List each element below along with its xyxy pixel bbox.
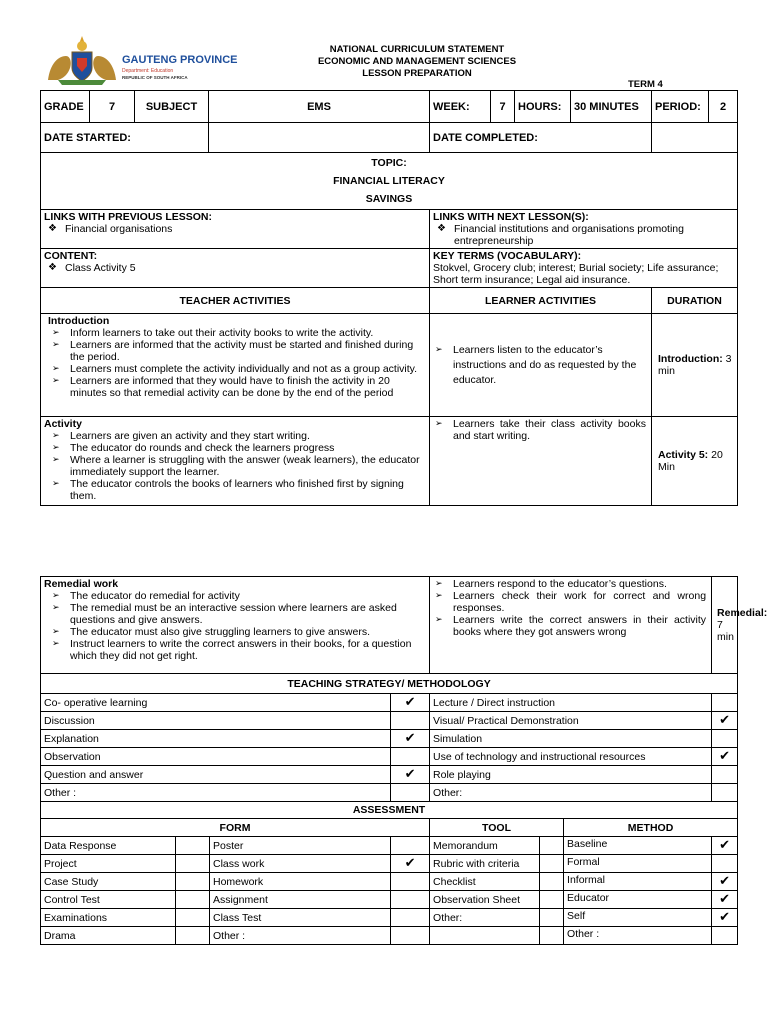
strategy-left-check[interactable]: ✔ — [391, 730, 430, 748]
assessment-tool-item: Checklist — [430, 873, 540, 891]
assessment-method-check[interactable]: ✔ — [712, 891, 738, 909]
topic-cell — [41, 153, 738, 210]
strategy-left-label: Observation — [41, 748, 391, 766]
introduction-duration-label: Introduction: — [658, 353, 723, 365]
grade-label: GRADE — [41, 91, 90, 123]
links-previous-label: LINKS WITH PREVIOUS LESSON: — [44, 211, 213, 223]
logo-subtitle-department: Department: Education — [122, 68, 174, 74]
links-previous-list — [44, 223, 426, 235]
period-value: 2 — [709, 91, 738, 123]
list-item: ➢ Learners are given an activity and they start writing. — [52, 430, 426, 442]
list-item: ➢ Instruct learners to write the correct answers in their books, for a question which they did not get right. — [52, 638, 426, 662]
assessment-row — [41, 855, 738, 873]
strategy-title: TEACHING STRATEGY/ METHODOLOGY — [41, 674, 738, 694]
assessment-form-check[interactable]: ✔ — [391, 855, 430, 873]
assessment-form-check[interactable] — [391, 927, 430, 945]
list-item: ➢ Learners are informed that they would have to finish the activity in 20 minutes so that remedial activity can be done by the end of the period — [52, 375, 426, 399]
content-list — [44, 262, 426, 274]
topic-line1: FINANCIAL LITERACY — [333, 175, 445, 187]
strategy-right-check[interactable]: ✔ — [712, 712, 738, 730]
content-cell — [41, 249, 430, 288]
assessment-form-item: Data Response — [41, 837, 176, 855]
remedial-duration-label: Remedial: — [717, 607, 768, 619]
assessment-rows — [41, 837, 738, 945]
strategy-right-check[interactable] — [712, 694, 738, 712]
assessment-form-header: FORM — [41, 819, 430, 837]
strategy-left-label: Explanation — [41, 730, 391, 748]
assessment-tool-item — [430, 927, 540, 945]
assessment-method-item: Baseline — [564, 837, 712, 855]
strategy-left-label: Discussion — [41, 712, 391, 730]
strategy-right-check[interactable]: ✔ — [712, 748, 738, 766]
lesson-plan-table — [40, 90, 738, 506]
assessment-form-check[interactable] — [391, 837, 430, 855]
assessment-form-check[interactable] — [176, 873, 210, 891]
topic-label: TOPIC: — [371, 157, 407, 169]
week-label: WEEK: — [430, 91, 491, 123]
assessment-form-check[interactable] — [391, 873, 430, 891]
strategy-right-check[interactable] — [712, 766, 738, 784]
remedial-learner-list — [433, 578, 708, 638]
assessment-method-item: Informal — [564, 873, 712, 891]
strategy-left-label: Question and answer — [41, 766, 391, 784]
assessment-method-check[interactable]: ✔ — [712, 909, 738, 927]
strategy-right-label: Simulation — [430, 730, 712, 748]
assessment-form-check[interactable] — [176, 909, 210, 927]
list-item: ❖ Class Activity 5 — [48, 262, 426, 274]
date-started-label: DATE STARTED: — [41, 123, 209, 153]
strategy-left-check[interactable] — [391, 712, 430, 730]
assessment-method-item: Other : — [564, 927, 712, 945]
assessment-row — [41, 891, 738, 909]
assessment-form-item: Homework — [210, 873, 391, 891]
duration-header: DURATION — [652, 288, 738, 314]
assessment-tool-check[interactable] — [540, 927, 564, 945]
list-item: ➢ The educator controls the books of learners who finished first by signing them. — [52, 478, 426, 502]
assessment-method-check[interactable] — [712, 855, 738, 873]
assessment-row — [41, 873, 738, 891]
assessment-method-check[interactable]: ✔ — [712, 873, 738, 891]
strategy-rows — [41, 694, 738, 802]
assessment-form-item: Drama — [41, 927, 176, 945]
assessment-tool-check[interactable] — [540, 837, 564, 855]
links-next-list — [433, 223, 734, 247]
strategy-left-check[interactable] — [391, 784, 430, 802]
strategy-left-label: Other : — [41, 784, 391, 802]
activity-duration-label: Activity 5: — [658, 449, 709, 461]
assessment-method-item: Self — [564, 909, 712, 927]
remedial-duration-value: 7 min — [717, 619, 734, 643]
activity-teacher-cell — [41, 417, 430, 506]
list-item: ➢ The remedial must be an interactive session where learners are asked questions and give answers. — [52, 602, 426, 626]
list-item: ➢ Learners are informed that the activity must be started and finished during the period. — [52, 339, 426, 363]
strategy-left-check[interactable]: ✔ — [391, 694, 430, 712]
logo-subtitle-country: REPUBLIC OF SOUTH AFRICA — [122, 75, 188, 80]
activity-teacher-list — [44, 430, 426, 502]
strategy-left-label: Co- operative learning — [41, 694, 391, 712]
assessment-method-header: METHOD — [564, 819, 738, 837]
strategy-right-label: Use of technology and instructional resources — [430, 748, 712, 766]
assessment-row — [41, 909, 738, 927]
assessment-row — [41, 927, 738, 945]
assessment-form-check[interactable] — [391, 891, 430, 909]
strategy-right-label: Role playing — [430, 766, 712, 784]
list-item: ➢ Learners take their class activity books and start writing. — [435, 418, 646, 442]
assessment-tool-item: Other: — [430, 909, 540, 927]
assessment-form-check[interactable] — [176, 927, 210, 945]
assessment-title: ASSESSMENT — [41, 802, 738, 819]
subject-label: SUBJECT — [135, 91, 209, 123]
list-item: ➢ The educator must also give struggling learners to give answers. — [52, 626, 426, 638]
strategy-row — [41, 748, 738, 766]
teacher-activities-header: TEACHER ACTIVITIES — [41, 288, 430, 314]
grade-value: 7 — [90, 91, 135, 123]
assessment-tool-check[interactable] — [540, 891, 564, 909]
gauteng-logo — [44, 34, 244, 88]
assessment-method-item: Educator — [564, 891, 712, 909]
assessment-form-check[interactable] — [176, 837, 210, 855]
hours-value: 30 MINUTES — [571, 91, 652, 123]
assessment-tool-item: Observation Sheet — [430, 891, 540, 909]
strategy-left-check[interactable] — [391, 748, 430, 766]
hours-label: HOURS: — [515, 91, 571, 123]
assessment-row — [41, 837, 738, 855]
assessment-tool-item: Memorandum — [430, 837, 540, 855]
introduction-duration-cell — [652, 314, 738, 417]
activity-duration-cell — [652, 417, 738, 506]
list-item: ➢ Learners respond to the educator’s questions. — [435, 578, 706, 590]
introduction-teacher-list — [44, 327, 426, 399]
topic-line2: SAVINGS — [365, 193, 413, 205]
activity-learner-list — [433, 418, 648, 442]
key-terms-value: Stokvel, Grocery club; interest; Burial society; Life assurance; Short term insurance; Legal aid insurance. — [433, 262, 719, 286]
assessment-method-check[interactable] — [712, 927, 738, 945]
doc-title-line1: NATIONAL CURRICULUM STATEMENT — [329, 44, 505, 55]
list-item: ➢ Learners listen to the educator’s instructions and do as requested by the educator. — [435, 343, 648, 388]
introduction-teacher-cell — [41, 314, 430, 417]
week-value: 7 — [491, 91, 515, 123]
strategy-right-label: Other: — [430, 784, 712, 802]
strategy-row — [41, 730, 738, 748]
introduction-duration-value: 3 min — [658, 353, 732, 377]
activity-title: Activity — [44, 418, 82, 430]
period-label: PERIOD: — [652, 91, 709, 123]
doc-title-line2: ECONOMIC AND MANAGEMENT SCIENCES — [317, 56, 517, 67]
remedial-title: Remedial work — [44, 578, 119, 590]
list-item: ➢ The educator do remedial for activity — [52, 590, 426, 602]
strategy-row — [41, 766, 738, 784]
links-next-cell — [430, 210, 738, 249]
term-label: TERM 4 — [628, 79, 663, 90]
list-item: ➢ The educator do rounds and check the learners progress — [52, 442, 426, 454]
links-previous-cell — [41, 210, 430, 249]
date-completed-value — [652, 123, 738, 153]
strategy-left-check[interactable]: ✔ — [391, 766, 430, 784]
assessment-form-item: Poster — [210, 837, 391, 855]
learner-activities-header: LEARNER ACTIVITIES — [430, 288, 652, 314]
list-item: ❖ Financial organisations — [48, 223, 426, 235]
assessment-form-check[interactable] — [176, 855, 210, 873]
assessment-tool-item: Rubric with criteria — [430, 855, 540, 873]
assessment-method-item: Formal — [564, 855, 712, 873]
assessment-form-item: Other : — [210, 927, 391, 945]
list-item: ➢ Where a learner is struggling with the answer (weak learners), the educator immediately support the learner. — [52, 454, 426, 478]
strategy-right-check[interactable] — [712, 784, 738, 802]
assessment-form-check[interactable] — [391, 909, 430, 927]
assessment-tool-header: TOOL — [430, 819, 564, 837]
assessment-form-item: Class work — [210, 855, 391, 873]
introduction-title: Introduction — [48, 315, 110, 327]
list-item: ➢ Learners check their work for correct and wrong responses. — [435, 590, 706, 614]
remedial-learner-cell — [430, 577, 712, 674]
activity-duration-value: 20 Min — [658, 449, 723, 473]
introduction-learner-list — [433, 343, 648, 388]
assessment-form-item: Assignment — [210, 891, 391, 909]
doc-title-line3: LESSON PREPARATION — [362, 68, 472, 79]
strategy-row — [41, 784, 738, 802]
key-terms-cell — [430, 249, 738, 288]
logo-text: GAUTENG PROVINCE — [122, 54, 238, 66]
subject-value: EMS — [209, 91, 430, 123]
key-terms-label: KEY TERMS (VOCABULARY): — [433, 250, 582, 262]
links-next-label: LINKS WITH NEXT LESSON(S): — [433, 211, 589, 223]
list-item: ➢ Learners must complete the activity individually and not as a group activity. — [52, 363, 426, 375]
list-item: ❖ Financial institutions and organisations promoting entrepreneurship — [437, 223, 734, 247]
assessment-form-item: Examinations — [41, 909, 176, 927]
strategy-row — [41, 712, 738, 730]
assessment-form-check[interactable] — [176, 891, 210, 909]
activity-learner-cell — [430, 417, 652, 506]
assessment-tool-check[interactable] — [540, 873, 564, 891]
strategy-row — [41, 694, 738, 712]
assessment-form-item: Control Test — [41, 891, 176, 909]
strategy-right-label: Lecture / Direct instruction — [430, 694, 712, 712]
assessment-form-item: Project — [41, 855, 176, 873]
date-started-value — [209, 123, 430, 153]
strategy-right-label: Visual/ Practical Demonstration — [430, 712, 712, 730]
remedial-strategy-table — [40, 576, 768, 945]
remedial-duration-cell — [712, 577, 768, 674]
list-item: ➢ Learners write the correct answers in their activity books where they got answers wrong — [435, 614, 706, 638]
assessment-tool-check[interactable] — [540, 855, 564, 873]
list-item: ➢ Inform learners to take out their activity books to write the activity. — [52, 327, 426, 339]
date-completed-label: DATE COMPLETED: — [430, 123, 652, 153]
remedial-teacher-list — [44, 590, 426, 662]
assessment-tool-check[interactable] — [540, 909, 564, 927]
strategy-right-check[interactable] — [712, 730, 738, 748]
introduction-learner-cell — [430, 314, 652, 417]
assessment-method-check[interactable]: ✔ — [712, 837, 738, 855]
assessment-form-item: Case Study — [41, 873, 176, 891]
assessment-form-item: Class Test — [210, 909, 391, 927]
content-label: CONTENT: — [44, 250, 98, 262]
coat-of-arms-icon — [44, 34, 120, 86]
remedial-teacher-cell — [41, 577, 430, 674]
